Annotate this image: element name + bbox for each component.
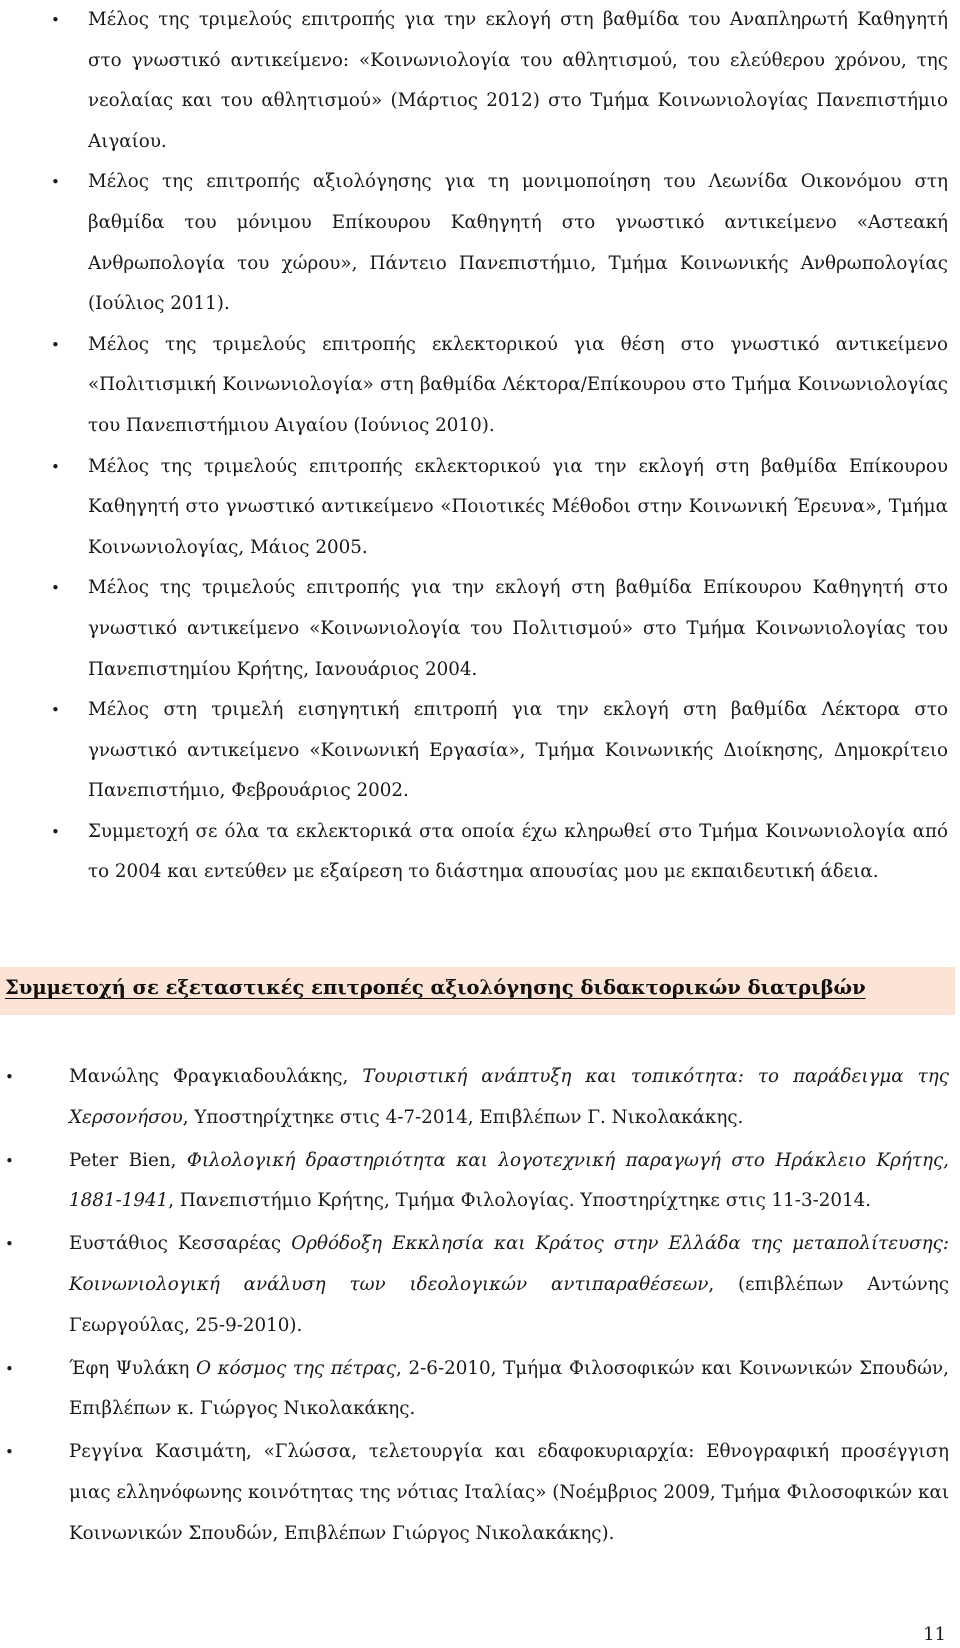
list-item [51, 0, 948, 162]
list-item-text: Συμμετοχή σε όλα τα εκλεκτορικά στα οποία έχω κληρωθεί στο Τμήμα Κοινωνιολογία από το 2004 και εντεύθεν με εξαίρεση το διάστημα απουσίας μου με εκπαιδευτική άδεια. [88, 820, 948, 883]
list-item [51, 568, 948, 690]
list-item [5, 1141, 949, 1223]
item-title: Τουριστική ανάπτυξη και τοπικότητα: το παράδειγμα της Χερσονήσου [69, 1066, 949, 1128]
bullet-icon: • [51, 335, 60, 354]
item-author: Ευστάθιος Κεσσαρέας [69, 1233, 292, 1255]
bullet-icon: • [51, 579, 60, 598]
list-item [51, 162, 948, 324]
list-item [5, 1349, 949, 1431]
item-details: , (επιβλέπων Αντώνης Γεωργούλας, 25-9-2010). [69, 1273, 949, 1336]
section-heading-bar [0, 967, 955, 1015]
item-details: , 2-6-2010, Τμήμα Φιλοσοφικών και Κοινωνικών Σπουδών, Επιβλέπων κ. Γιώργος Νικολακάκης. [69, 1357, 949, 1420]
committee-membership-list [51, 0, 948, 893]
bullet-icon: • [5, 1443, 14, 1462]
item-details: , Πανεπιστήμιο Κρήτης, Τμήμα Φιλολογίας. Υποστηρίχτηκε στις 11-3-2014. [168, 1190, 872, 1212]
bullet-icon: • [5, 1359, 14, 1378]
item-title: Φιλολογική δραστηριότητα και λογοτεχνική παραγωγή στο Ηράκλειο Κρήτης, 1881-1941 [69, 1149, 949, 1212]
list-item-text: Μέλος στη τριμελή εισηγητική επιτροπή για την εκλογή στη βαθμίδα Λέκτορα στο γνωστικό αντικείμενο «Κοινωνική Εργασία», Τμήμα Κοινωνικής Διοίκησης, Δημοκρίτειο Πανεπιστήμιο, Φεβρουάριος 2002. [88, 699, 948, 802]
list-item-text: Μέλος της τριμελούς επιτροπής εκλεκτορικού για θέση στο γνωστικό αντικείμενο «Πολιτισμική Κοινωνιολογία» στη βαθμίδα Λέκτορα/Επίκουρου στο Τμήμα Κοινωνιολογίας του Πανεπιστήμιου Αιγαίου (Ιούνιος 2010). [88, 333, 948, 436]
item-title: Ορθόδοξη Εκκλησία και Κράτος στην Ελλάδα της μεταπολίτευσης: Κοινωνιολογική ανάλυση των ιδεολογικών αντιπαραθέσεων [69, 1233, 949, 1295]
bullet-icon: • [51, 822, 60, 841]
list-item [51, 447, 948, 569]
list-item [5, 1057, 949, 1139]
bullet-icon: • [51, 173, 60, 192]
bullet-icon: • [51, 701, 60, 720]
bullet-icon: • [51, 457, 60, 476]
item-author: Μανώλης Φραγκιαδουλάκης, [69, 1066, 363, 1087]
list-item [51, 812, 948, 893]
list-item-text: Μέλος της τριμελούς επιτροπής για την εκλογή στη βαθμίδα του Αναπληρωτή Καθηγητή στο γνωστικό αντικείμενο: «Κοινωνιολογία του αθλητισμού, του ελεύθερου χρόνου, της νεολαίας και του αθλητισμού» (Μάρτιος 2012) στο Τμήμα Κοινωνιολογίας Πανεπιστήμιο Αιγαίου. [88, 9, 948, 152]
bullet-icon: • [5, 1068, 14, 1086]
item-title: Ο κόσμος της πέτρας [195, 1357, 397, 1379]
list-item-text: Μέλος της τριμελούς επιτροπής για την εκλογή στη βαθμίδα Επίκουρου Καθηγητή στο γνωστικό αντικείμενο «Κοινωνιολογία του Πολιτισμού» στο Τμήμα Κοινωνιολογίας του Πανεπιστημίου Κρήτης, Ιανουάριος 2004. [88, 577, 948, 680]
section-heading: Συμμετοχή σε εξεταστικές επιτροπές αξιολόγησης διδακτορικών διατριβών [5, 976, 866, 999]
list-item-text: Μέλος της τριμελούς επιτροπής εκλεκτορικού για την εκλογή στη βαθμίδα Επίκουρου Καθηγητή στο γνωστικό αντικείμενο «Ποιοτικές Μέθοδοι στην Κοινωνική Έρευνα», Τμήμα Κοινωνιολογίας, Μάιος 2005. [88, 455, 948, 558]
item-author: Ρεγγίνα Κασιμάτη, «Γλώσσα, τελετουργία και εδαφοκυριαρχία: Εθνογραφική προσέγγιση μιας ελληνόφωνης κοινότητας της νότιας Ιταλίας» (Νοέμβριος 2009, Τμήμα Φιλοσοφικών και Κοινωνικών Σπουδών, Επιβλέπων Γιώργος Νικολακάκης). [69, 1441, 949, 1544]
item-details: , Υποστηρίχτηκε στις 4-7-2014, Επιβλέπων Γ. Νικολακάκης. [182, 1106, 744, 1128]
list-item [5, 1432, 949, 1554]
bullet-icon: • [5, 1151, 14, 1170]
dissertation-committee-list [5, 1057, 949, 1557]
list-item [51, 325, 948, 447]
list-item [5, 1224, 949, 1346]
item-author: Peter Bien, [69, 1149, 187, 1171]
page-number: 11 [923, 1624, 946, 1645]
list-item-text: Μέλος της επιτροπής αξιολόγησης για τη μονιμοποίηση του Λεωνίδα Οικονόμου στη βαθμίδα του μόνιμου Επίκουρου Καθηγητή στο γνωστικό αντικείμενο «Αστεακή Ανθρωπολογία του χώρου», Πάντειο Πανεπιστήμιο, Τμήμα Κοινωνικής Ανθρωπολογίας (Ιούλιος 2011). [88, 171, 948, 315]
bullet-icon: • [51, 11, 60, 29]
item-author: Έφη Ψυλάκη [69, 1357, 196, 1379]
bullet-icon: • [5, 1235, 14, 1254]
list-item [51, 690, 948, 812]
